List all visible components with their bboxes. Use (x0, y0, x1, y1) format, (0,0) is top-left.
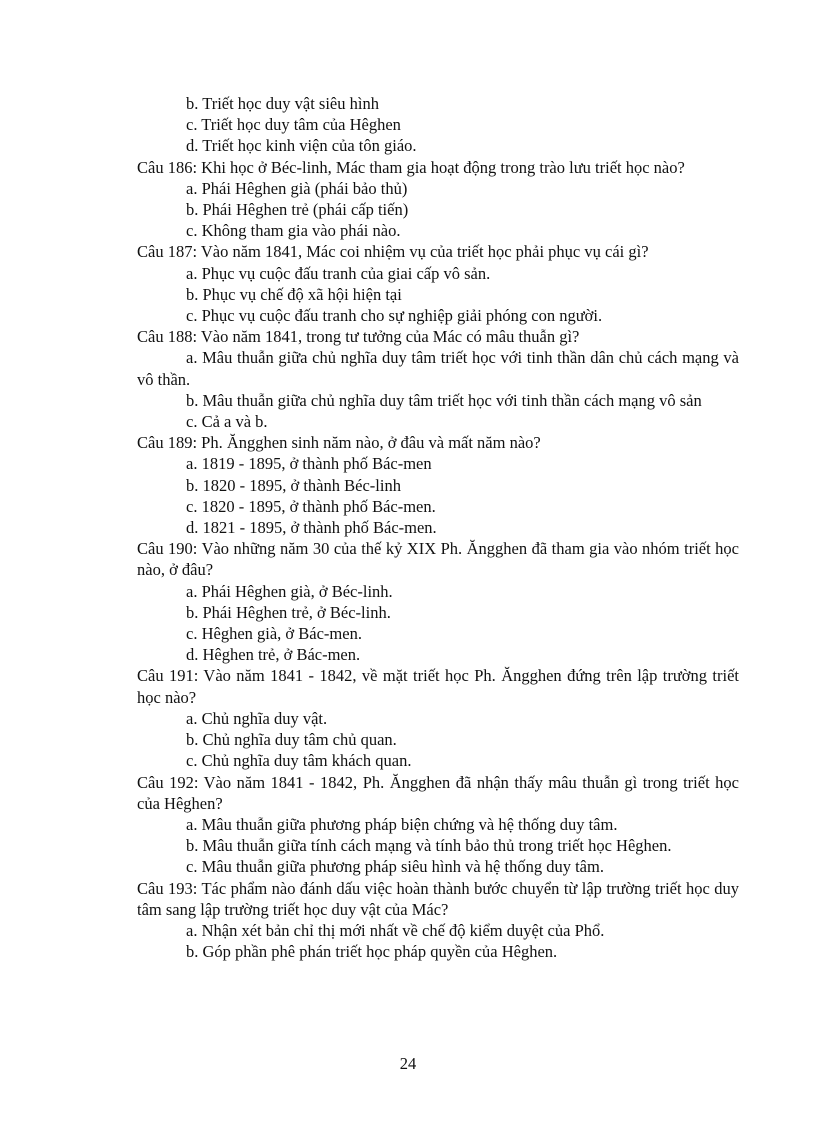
question-189: Câu 189: Ph. Ăngghen sinh năm nào, ở đâu và mất năm nào? (137, 433, 541, 453)
answer-option: a. Phái Hêghen già (phái bảo thủ) (186, 178, 408, 198)
question-186: Câu 186: Khi học ở Béc-linh, Mác tham gia hoạt động trong trào lưu triết học nào? (137, 157, 685, 177)
answer-option: a. 1819 - 1895, ở thành phố Bác-men (186, 454, 432, 474)
answer-option: a. Phái Hêghen già, ở Béc-linh. (186, 581, 393, 601)
answer-option: d. Hêghen trẻ, ở Bác-men. (186, 645, 361, 665)
answer-option: b. Phái Hêghen trẻ (phái cấp tiến) (186, 200, 409, 220)
answer-option: b. Góp phần phê phán triết học pháp quyền của Hêghen. (186, 942, 558, 962)
question-192: Câu 192: Vào năm 1841 - 1842, Ph. Ăngghen đã nhận thấy mâu thuẫn gì trong triết học của Hêghen? (137, 772, 739, 813)
answer-option: b. Phái Hêghen trẻ, ở Béc-linh. (186, 602, 391, 622)
answer-option: b. Chủ nghĩa duy tâm chủ quan. (186, 730, 397, 750)
answer-option: c. Chủ nghĩa duy tâm khách quan. (186, 751, 412, 771)
answer-option: a. Nhận xét bản chỉ thị mới nhất về chế độ kiểm duyệt của Phổ. (186, 920, 605, 940)
answer-option: c. Phục vụ cuộc đấu tranh cho sự nghiệp giải phóng con người. (186, 306, 603, 326)
question-187: Câu 187: Vào năm 1841, Mác coi nhiệm vụ của triết học phải phục vụ cái gì? (137, 242, 649, 262)
answer-option: c. 1820 - 1895, ở thành phố Bác-men. (186, 496, 436, 516)
answer-option: c. Cả a và b. (186, 412, 268, 432)
answer-option: b. Phục vụ chế độ xã hội hiện tại (186, 284, 402, 304)
answer-option: d. 1821 - 1895, ở thành phố Bác-men. (186, 518, 437, 538)
answer-option: a. Chủ nghĩa duy vật. (186, 708, 328, 728)
answer-option: b. 1820 - 1895, ở thành Béc-linh (186, 475, 401, 495)
answer-option: c. Không tham gia vào phái nào. (186, 221, 401, 241)
question-188: Câu 188: Vào năm 1841, trong tư tưởng của Mác có mâu thuẫn gì? (137, 327, 580, 347)
question-193: Câu 193: Tác phẩm nào đánh dấu việc hoàn thành bước chuyển từ lập trường triết học duy tâm sang lập trường triết học duy vật của Mác? (137, 878, 739, 919)
answer-option: c. Mâu thuẫn giữa phương pháp siêu hình và hệ thống duy tâm. (186, 857, 604, 877)
answer-option: b. Mâu thuẫn giữa tính cách mạng và tính bảo thủ trong triết học Hêghen. (186, 836, 672, 856)
answer-option: a. Mâu thuẫn giữa chủ nghĩa duy tâm triết học với tinh thần dân chủ cách mạng và vô thần. (137, 348, 739, 389)
page-number: 24 (399, 1054, 417, 1073)
question-190: Câu 190: Vào những năm 30 của thế kỷ XIX Ph. Ăngghen đã tham gia vào nhóm triết học nào, ở đâu? (137, 539, 739, 580)
answer-option: a. Mâu thuẫn giữa phương pháp biện chứng và hệ thống duy tâm. (186, 814, 618, 834)
answer-option: c. Hêghen già, ở Bác-men. (186, 624, 362, 644)
question-191: Câu 191: Vào năm 1841 - 1842, về mặt triết học Ph. Ăngghen đứng trên lập trường triết học nào? (137, 666, 739, 707)
answer-option: c. Triết học duy tâm của Hêghen (186, 115, 401, 135)
answer-option: b. Mâu thuẫn giữa chủ nghĩa duy tâm triết học với tinh thần cách mạng vô sản (186, 390, 702, 410)
answer-option: d. Triết học kinh viện của tôn giáo. (186, 136, 417, 156)
answer-option: a. Phục vụ cuộc đấu tranh của giai cấp vô sản. (186, 263, 491, 283)
page-content (137, 93, 739, 962)
answer-option: b. Triết học duy vật siêu hình (186, 94, 379, 113)
